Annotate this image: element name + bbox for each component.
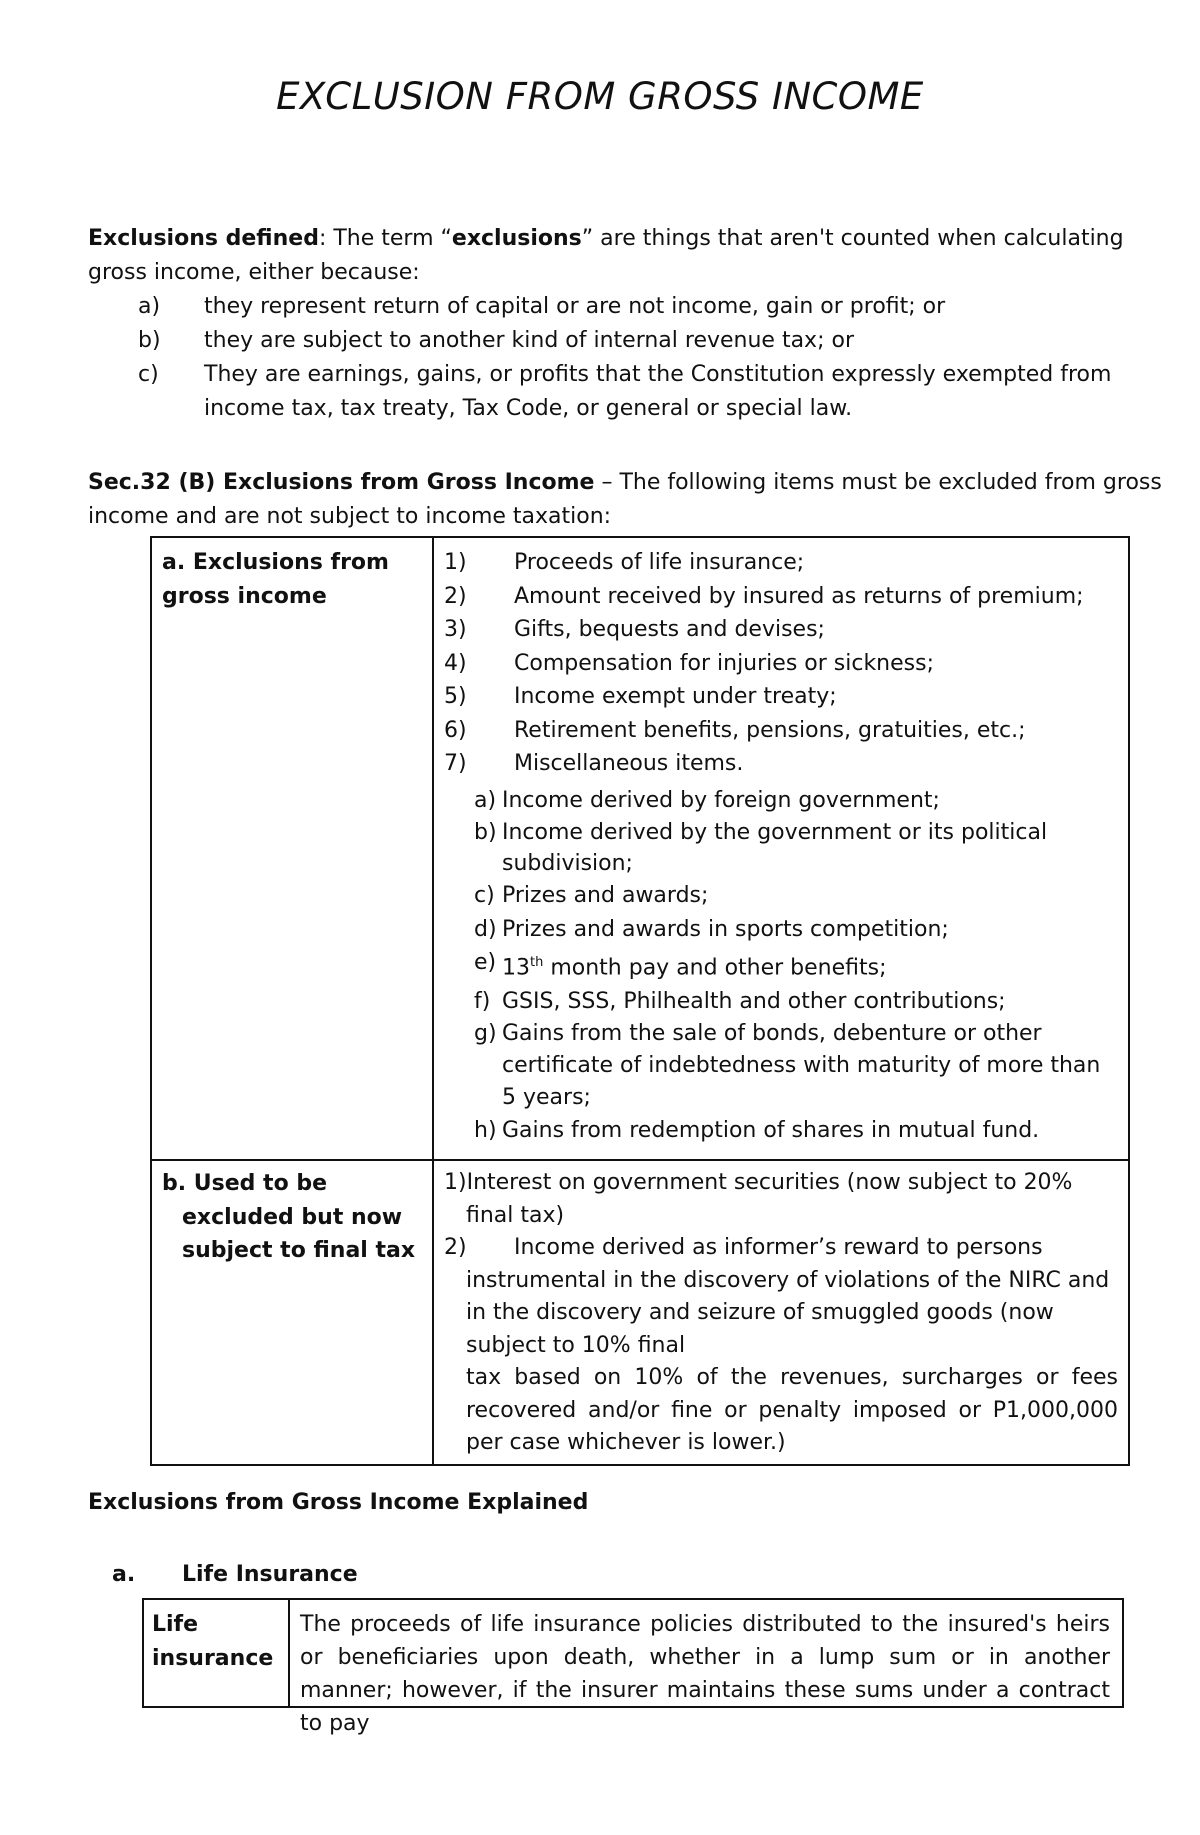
list-item (444, 613, 1118, 647)
row-b-item-2-tail: tax based on 10% of the revenues, surcharges or fees recovered and/or fine or penalty imposed or P1,000,000 per case whichever is lower.) (466, 1365, 1118, 1455)
life-insurance-subheading (112, 1562, 358, 1587)
sub-item-label: h) (474, 1118, 497, 1144)
list-item (444, 647, 1118, 681)
item-text: Proceeds of life insurance; (514, 550, 805, 575)
sub-item-text: Prizes and awards; (502, 883, 709, 908)
list-item (138, 290, 1128, 324)
sub-item-text (502, 946, 1118, 985)
life-insurance-table (142, 1598, 1124, 1736)
row-b-content-cell (433, 1160, 1129, 1465)
row-a-label-cell (151, 537, 433, 1160)
item-number: 3) (444, 617, 467, 642)
ordinal-number: 13 (502, 955, 530, 981)
sub-item-label: b) (474, 820, 497, 845)
life-text-cell (289, 1599, 1123, 1736)
miscellaneous-sublist (444, 784, 1118, 1148)
item-number: 1) (444, 550, 467, 575)
item-number: 7) (444, 751, 467, 776)
table-row (143, 1599, 1123, 1707)
exclusions-table (150, 536, 1130, 1466)
sub-item-label: e) (474, 950, 497, 975)
exclusions-defined-paragraph (88, 222, 1168, 290)
list-item (444, 1018, 1118, 1114)
reasons-list (138, 290, 1128, 426)
sub-item-label: d) (474, 916, 497, 942)
item-text: Miscellaneous items. (514, 751, 744, 776)
explained-heading: Exclusions from Gross Income Explained (88, 1490, 589, 1515)
list-item (444, 879, 1118, 913)
sec32-paragraph (88, 466, 1168, 534)
list-item (444, 680, 1118, 714)
row-b-item-2 (444, 1232, 1118, 1460)
intro-rest: ” are things that aren't counted when calculating gross income, either because: (88, 226, 1124, 285)
list-item-label: a) (138, 294, 161, 319)
list-item (444, 946, 1118, 985)
sub-item-text: GSIS, SSS, Philhealth and other contributions; (502, 988, 1006, 1014)
sec32-heading: Sec.32 (B) Exclusions from Gross Income (88, 470, 595, 495)
list-item (444, 784, 1118, 818)
list-item (444, 580, 1118, 614)
sub-item-text: Income derived by the government or its political subdivision; (502, 820, 1048, 876)
subheading-text: Life Insurance (182, 1562, 358, 1587)
sec32-rest: – The following items must be excluded from gross income and are not subject to income taxation: (88, 470, 1162, 529)
row-b-item-2-rest: instrumental in the discovery of violations of the NIRC and in the discovery and seizure of smuggled goods (now subject to 10% final (466, 1267, 1110, 1358)
table-row (151, 537, 1129, 1160)
row-b-label: b. Used to be excluded but now subject to final tax (162, 1171, 416, 1263)
exclusions-word: exclusions (451, 226, 582, 251)
row-a-content-cell (433, 537, 1129, 1160)
life-cell-label: Life insurance (152, 1612, 274, 1671)
list-item (138, 324, 1128, 358)
list-item (444, 747, 1118, 781)
sub-item-label: g) (474, 1021, 497, 1047)
item-text: Retirement benefits, pensions, gratuities, etc.; (514, 717, 1026, 743)
list-item (444, 913, 1118, 947)
list-item (138, 358, 1128, 426)
sub-item-label: a) (474, 787, 497, 813)
list-item (444, 985, 1118, 1019)
row-b-label-cell (151, 1160, 433, 1465)
list-item-label: c) (138, 362, 159, 387)
ordinal-suffix: th (530, 955, 544, 970)
table-row (151, 1160, 1129, 1465)
exclusions-defined-term: Exclusions defined (88, 226, 319, 251)
life-cell-text: The proceeds of life insurance policies distributed to the insured's heirs or beneficiaries upon death, whether in a lump sum or in another manner; however, if the insurer maintains these sums under a contract to pay (300, 1612, 1110, 1736)
item-text: Income exempt under treaty; (514, 684, 837, 709)
list-item-label: b) (138, 328, 161, 353)
item-text: Income derived as informer’s reward to persons (514, 1235, 1043, 1260)
item-number: 2) (444, 1235, 467, 1260)
list-item-text: they represent return of capital or are not income, gain or profit; or (204, 294, 946, 319)
subheading-label: a. (112, 1562, 136, 1587)
list-item-text: They are earnings, gains, or profits that the Constitution expressly exempted from income tax, tax treaty, Tax Code, or general or special law. (204, 362, 1112, 421)
item-text: Compensation for injuries or sickness; (514, 650, 934, 676)
intro-connector: : The term “ (318, 226, 452, 251)
item-number: 2) (444, 583, 467, 609)
list-item (444, 817, 1118, 879)
row-b-item-2-first (444, 1232, 1118, 1265)
list-item (444, 1114, 1118, 1148)
sub-item-rest: month pay and other benefits; (543, 955, 887, 981)
row-b-item-1: 1)Interest on government securities (now subject to 20% final tax) (444, 1170, 1073, 1228)
item-text: Amount received by insured as returns of premium; (514, 583, 1084, 609)
list-item-text: they are subject to another kind of internal revenue tax; or (204, 328, 854, 353)
row-a-label: a. Exclusions from gross income (162, 550, 389, 609)
life-label-cell (143, 1599, 289, 1707)
item-number: 6) (444, 717, 467, 743)
page-title: EXCLUSION FROM GROSS INCOME (276, 75, 924, 118)
list-item (444, 714, 1118, 748)
sub-item-text: Prizes and awards in sports competition; (502, 916, 949, 942)
sub-item-text: Gains from the sale of bonds, debenture or other certificate of indebtedness with maturity of more than 5 years; (502, 1021, 1101, 1111)
sub-item-text: Income derived by foreign government; (502, 787, 940, 813)
sub-item-label: c) (474, 883, 495, 908)
sub-item-label: f) (474, 988, 491, 1014)
list-item (444, 546, 1118, 580)
item-text: Gifts, bequests and devises; (514, 617, 825, 642)
sub-item-text: Gains from redemption of shares in mutual fund. (502, 1118, 1040, 1144)
item-number: 4) (444, 650, 467, 676)
exclusions-items-list (444, 546, 1118, 781)
item-number: 5) (444, 684, 467, 709)
